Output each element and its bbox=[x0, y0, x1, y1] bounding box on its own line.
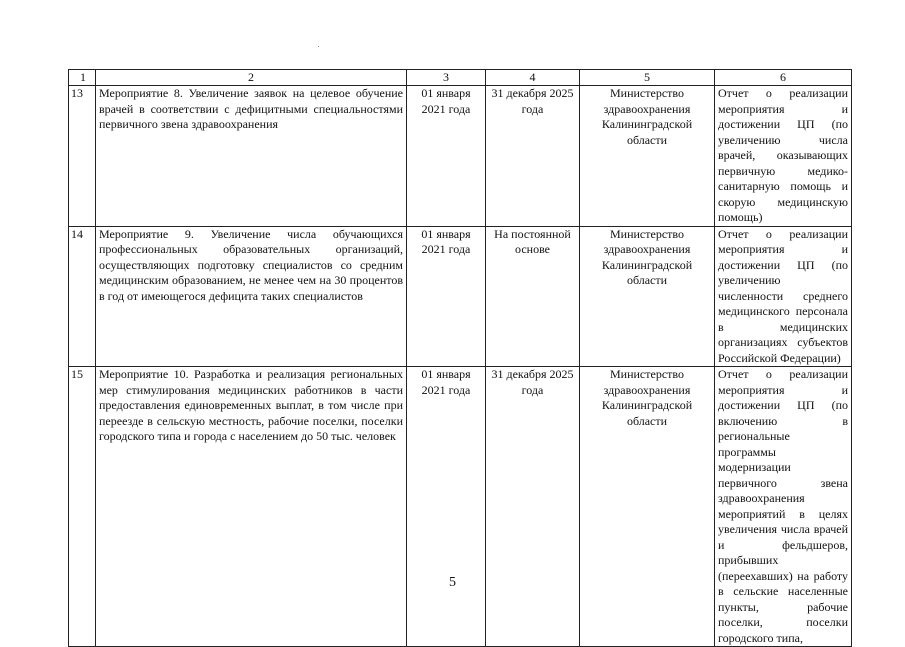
responsible-cell: Министерство здравоохранения Калининградской области bbox=[580, 86, 715, 227]
table-row bbox=[69, 226, 852, 367]
scan-speck bbox=[318, 46, 319, 47]
table-header-row bbox=[69, 70, 852, 86]
row-number: 14 bbox=[69, 226, 96, 367]
header-cell-1: 1 bbox=[69, 70, 96, 86]
table-row bbox=[69, 86, 852, 227]
activity-cell: Мероприятие 8. Увеличение заявок на целевое обучение врачей в соответствии с дефицитными специальностями первичного звена здравоохранения bbox=[96, 86, 407, 227]
result-cell: Отчет о реализации мероприятия и достижении ЦП (по увеличению численности среднего медицинского персонала в медицинских организациях субъектов Российской Федерации) bbox=[715, 226, 852, 367]
responsible-cell: Министерство здравоохранения Калининградской области bbox=[580, 226, 715, 367]
start-date-cell: 01 января 2021 года bbox=[407, 367, 486, 647]
page-number: 5 bbox=[449, 575, 456, 590]
end-date-cell: 31 декабря 2025 года bbox=[486, 367, 580, 647]
header-cell-5: 5 bbox=[580, 70, 715, 86]
table-row bbox=[69, 367, 852, 647]
end-date-cell: 31 декабря 2025 года bbox=[486, 86, 580, 227]
header-cell-2: 2 bbox=[96, 70, 407, 86]
row-number: 13 bbox=[69, 86, 96, 227]
header-cell-3: 3 bbox=[407, 70, 486, 86]
responsible-cell: Министерство здравоохранения Калининградской области bbox=[580, 367, 715, 647]
result-cell: Отчет о реализации мероприятия и достижении ЦП (по увеличению числа врачей, оказывающих первичную медико-санитарную помощь и скорую медицинскую помощь) bbox=[715, 86, 852, 227]
activity-cell: Мероприятие 9. Увеличение числа обучающихся профессиональных образовательных организаций, осуществляющих подготовку специалистов со средним медицинским образованием, не менее чем на 30 процентов в год от имеющегося дефицита таких специалистов bbox=[96, 226, 407, 367]
activities-table bbox=[68, 69, 852, 647]
header-cell-6: 6 bbox=[715, 70, 852, 86]
start-date-cell: 01 января 2021 года bbox=[407, 86, 486, 227]
result-cell: Отчет о реализации мероприятия и достижении ЦП (по включению в региональные программы модернизации первичного звена здравоохранения мероприятий в целях увеличения числа врачей и фельдшеров, прибывших (переехавших) на работу в сельские населенные пункты, рабочие поселки, поселки городского типа, bbox=[715, 367, 852, 647]
activity-cell: Мероприятие 10. Разработка и реализация региональных мер стимулирования медицинских работников в части предоставления единовременных выплат, в том числе при переезде в сельскую местность, рабочие поселки, поселки городского типа и города с населением до 50 тыс. человек bbox=[96, 367, 407, 647]
start-date-cell: 01 января 2021 года bbox=[407, 226, 486, 367]
row-number: 15 bbox=[69, 367, 96, 647]
end-date-cell: На постоянной основе bbox=[486, 226, 580, 367]
header-cell-4: 4 bbox=[486, 70, 580, 86]
